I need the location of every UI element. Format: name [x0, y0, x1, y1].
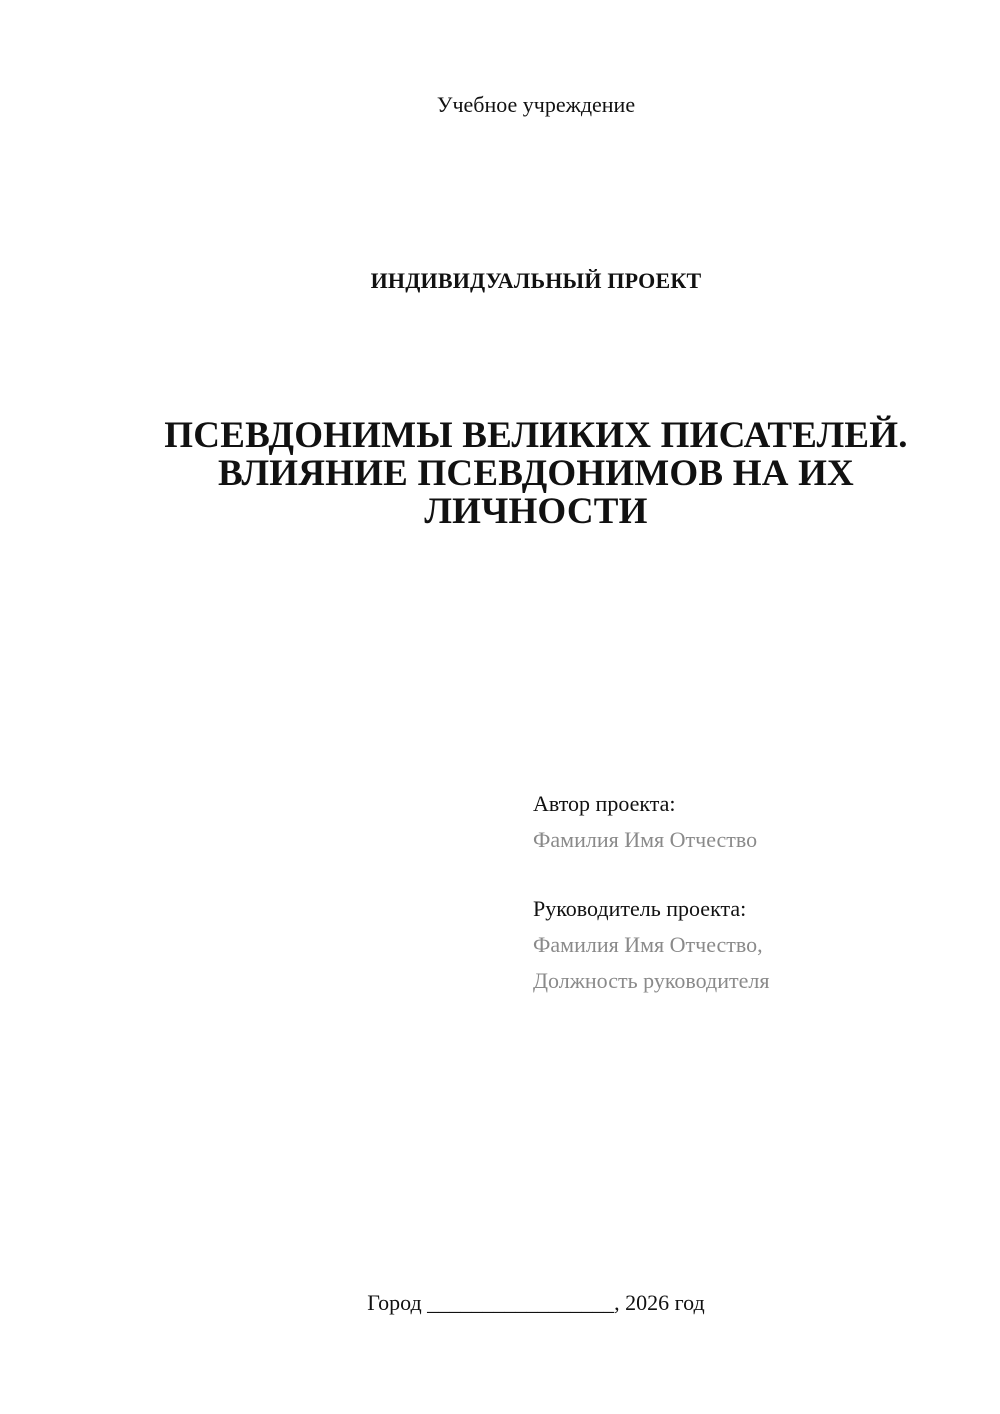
city-year-line	[0, 1288, 1000, 1318]
supervisor-label: Руководитель проекта:	[533, 896, 747, 921]
project-title-line-3: ЛИЧНОСТИ	[424, 491, 648, 532]
city-blank: _________________	[427, 1290, 615, 1315]
author-block	[533, 786, 757, 858]
supervisor-position-placeholder: Должность руководителя	[533, 968, 770, 993]
supervisor-name-placeholder: Фамилия Имя Отчество,	[533, 932, 763, 957]
project-title	[0, 417, 1000, 531]
author-label: Автор проекта:	[533, 791, 676, 816]
author-name-placeholder: Фамилия Имя Отчество	[533, 827, 758, 852]
year-label: , 2026 год	[614, 1290, 705, 1315]
project-title-line-1: ПСЕВДОНИМЫ ВЕЛИКИХ ПИСАТЕЛЕЙ.	[164, 415, 908, 456]
city-label: Город	[367, 1290, 422, 1315]
supervisor-block	[533, 891, 769, 999]
project-title-line-2: ВЛИЯНИЕ ПСЕВДОНИМОВ НА ИХ	[218, 453, 854, 494]
institution-name: Учебное учреждение	[436, 92, 636, 117]
project-type-heading: ИНДИВИДУАЛЬНЫЙ ПРОЕКТ	[370, 268, 702, 293]
